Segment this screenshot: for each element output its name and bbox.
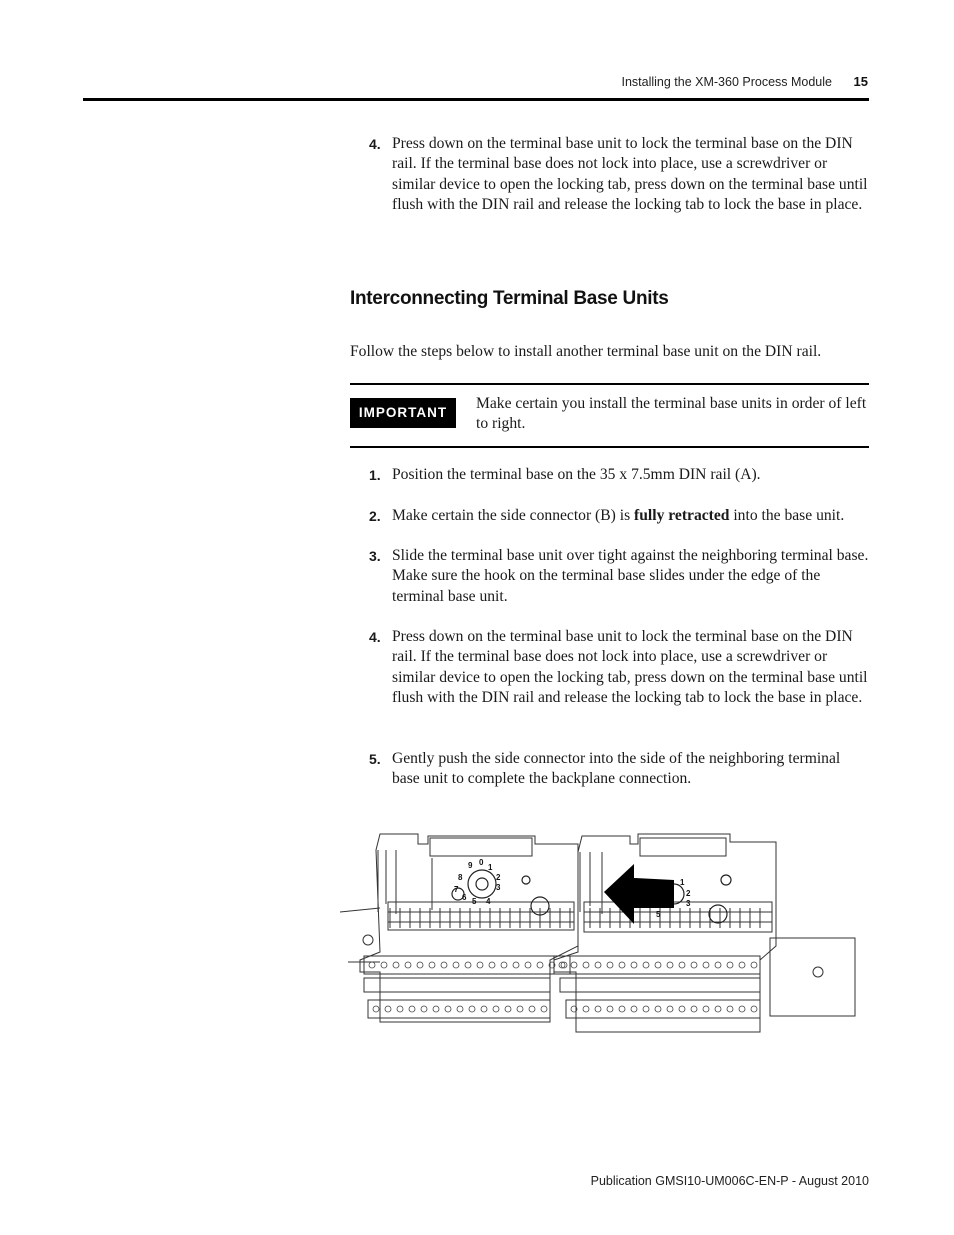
step-text xyxy=(392,506,869,526)
step-number: 3. xyxy=(369,548,381,564)
step-text: Press down on the terminal base unit to lock the terminal base on the DIN rail. If the terminal base does not lock into place, use a screwdriver or similar device to open the locking tab, press down on the terminal base until flush with the DIN rail and release the locking tab to lock the base in place. xyxy=(392,628,868,707)
right-terminal-strip xyxy=(584,902,772,932)
push-direction-arrow xyxy=(604,864,674,924)
dial-label: 9 xyxy=(468,861,473,870)
footer-publication: Publication GMSI10-UM006C-EN-P - August 2010 xyxy=(590,1174,869,1188)
left-terminal-strip xyxy=(388,902,574,930)
right-unit-outline xyxy=(554,834,776,1032)
rail-hole-left xyxy=(363,935,373,945)
right-screw-row xyxy=(554,956,760,1018)
dial-label: 8 xyxy=(458,873,463,882)
section-intro: Follow the steps below to install another terminal base unit on the DIN rail. xyxy=(350,343,822,360)
dial-label: 6 xyxy=(462,893,467,902)
step-text-end: into the base unit. xyxy=(729,507,845,524)
dial-label: 2 xyxy=(496,873,501,882)
dial-label: 1 xyxy=(488,863,493,872)
important-callout xyxy=(350,383,869,448)
section-title: Interconnecting Terminal Base Units xyxy=(350,288,669,309)
terminal-base-illustration xyxy=(340,822,870,1062)
step-number: 2. xyxy=(369,508,381,524)
dial-label: 3 xyxy=(496,883,501,892)
left-status-light xyxy=(522,876,530,884)
dial-label: 5 xyxy=(472,897,477,906)
dial-label: 4 xyxy=(486,897,491,906)
dial-label: 1 xyxy=(680,878,685,887)
left-screw-row xyxy=(364,956,570,1018)
header-title: Installing the XM-360 Process Module xyxy=(621,75,832,89)
dial-label: 0 xyxy=(479,858,484,867)
step-text-start: Make certain the side connector (B) is xyxy=(392,507,635,524)
step-item xyxy=(369,627,869,709)
right-keying-knob xyxy=(709,905,727,923)
step-number: 1. xyxy=(369,467,381,483)
terminal-base-drawing xyxy=(340,822,870,1062)
left-unit-top-block xyxy=(430,838,532,856)
important-text: Make certain you install the terminal base units in order of left to right. xyxy=(476,395,867,433)
right-unit-top-block xyxy=(640,838,726,856)
dial-label: 7 xyxy=(454,885,459,894)
page-header xyxy=(83,68,869,101)
step-item xyxy=(369,749,869,790)
step-item xyxy=(369,506,869,526)
step-text-bold: fully retracted xyxy=(634,507,730,524)
left-address-dial xyxy=(468,870,496,898)
step-text: Position the terminal base on the 35 x 7.5mm DIN rail (A). xyxy=(392,466,761,483)
step-number: 5. xyxy=(369,751,381,767)
step-item xyxy=(369,134,869,216)
step-number: 4. xyxy=(369,136,381,152)
step-text: Gently push the side connector into the side of the neighboring terminal base unit to complete the backplane connection. xyxy=(392,750,841,788)
step-text: Press down on the terminal base unit to lock the terminal base on the DIN rail. If the terminal base does not lock into place, use a screwdriver or similar device to open the locking tab, press down on the terminal base until flush with the DIN rail and release the locking tab to lock the base in place. xyxy=(392,135,868,214)
step-text: Slide the terminal base unit over tight against the neighboring terminal base. Make sure the hook on the terminal base slides under the edge of the terminal base unit. xyxy=(392,547,869,605)
dial-label: 3 xyxy=(686,899,691,908)
step-item xyxy=(369,465,869,485)
dial-label: 5 xyxy=(656,910,661,919)
page-number: 15 xyxy=(853,74,868,89)
important-label: IMPORTANT xyxy=(350,398,456,428)
step-item xyxy=(369,546,869,607)
rail-hole-right xyxy=(813,967,823,977)
screw-terminals xyxy=(369,962,757,1012)
step-number: 4. xyxy=(369,629,381,645)
right-status-light xyxy=(721,875,731,885)
dial-label: 2 xyxy=(686,889,691,898)
